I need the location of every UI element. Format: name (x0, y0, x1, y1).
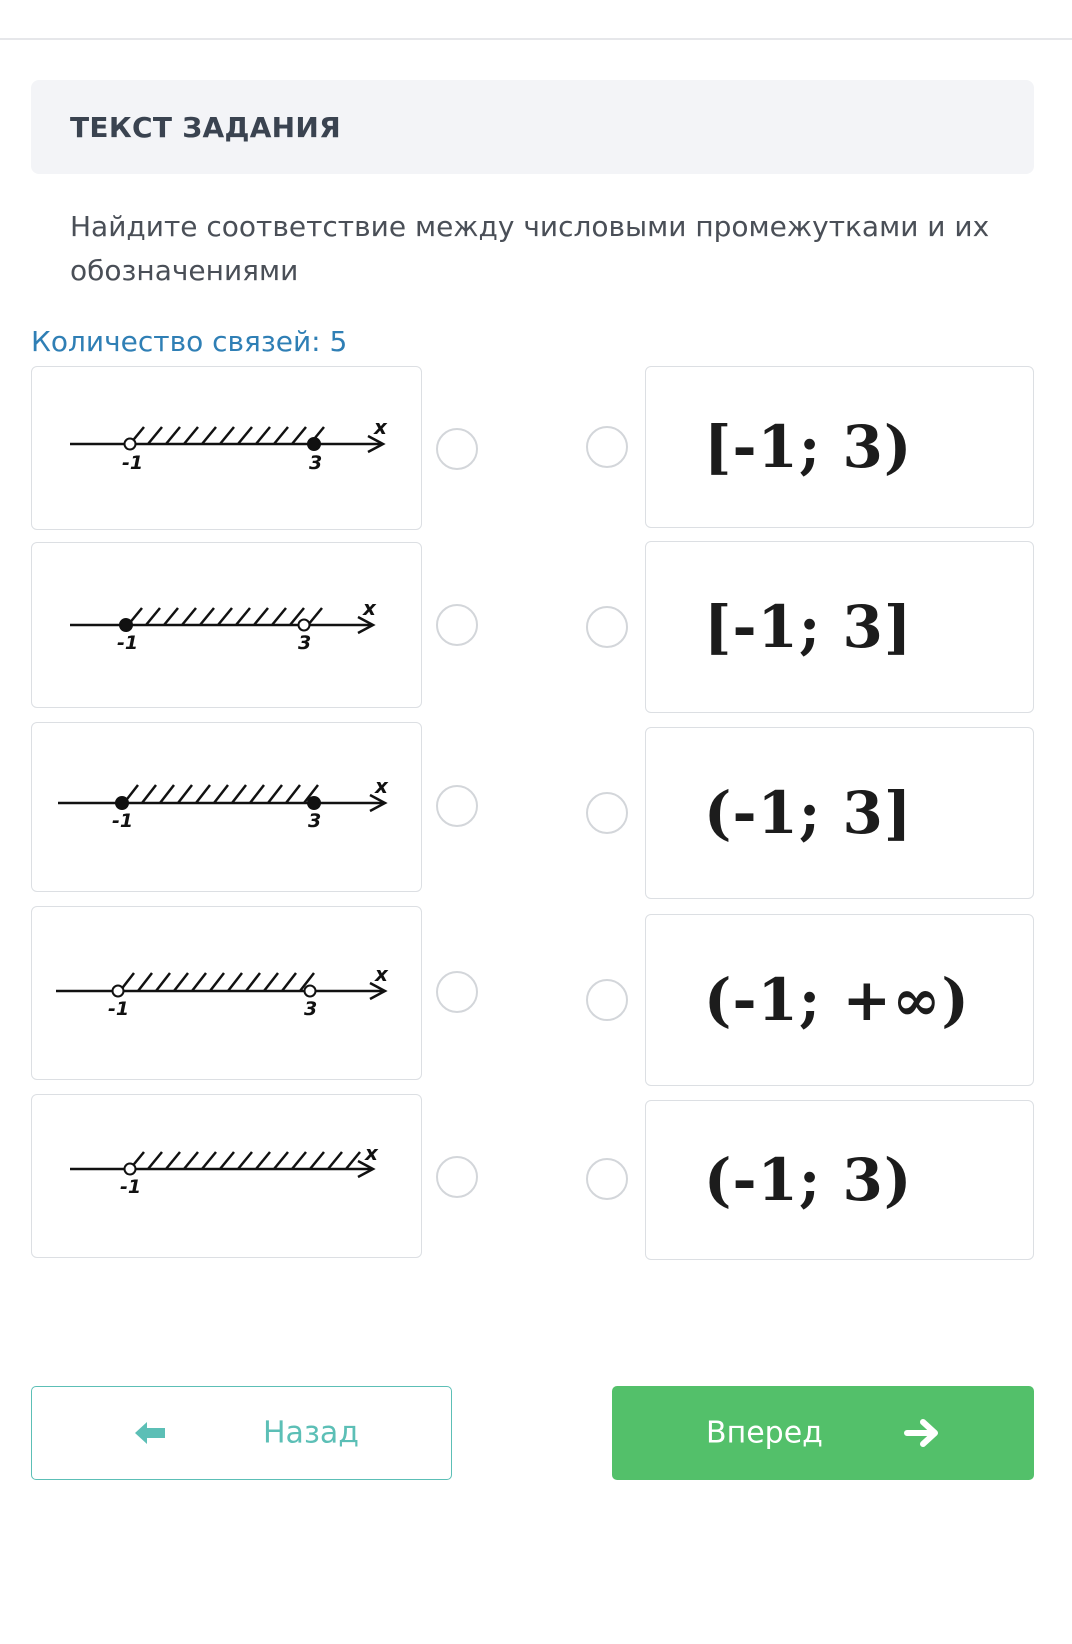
back-button[interactable] (31, 1386, 452, 1480)
number-line-4 (32, 907, 423, 1081)
point-label: -1 (120, 1176, 142, 1198)
hatching (128, 608, 322, 625)
right-radio-2[interactable] (586, 606, 628, 648)
left-card-5[interactable] (31, 1094, 422, 1258)
task-question: Найдите соответствие между числовыми промежутками и их обозначениями (70, 210, 990, 287)
point-open (125, 1164, 136, 1175)
next-button[interactable] (612, 1386, 1034, 1480)
axis-x-label: x (375, 962, 388, 986)
right-radio-4[interactable] (586, 979, 628, 1021)
left-card-1[interactable] (31, 366, 422, 530)
point-open (299, 620, 310, 631)
right-radio-1[interactable] (586, 426, 628, 468)
left-card-2[interactable] (31, 542, 422, 708)
left-radio-3[interactable] (436, 785, 478, 827)
back-button-label: Назад (263, 1415, 360, 1451)
links-count: Количество связей: 5 (31, 325, 348, 358)
left-radio-2[interactable] (436, 604, 478, 646)
left-card-3[interactable] (31, 722, 422, 892)
hatching (124, 785, 318, 803)
axis-x-label: x (363, 596, 376, 620)
interval-label: (-1; +∞) (704, 966, 970, 1034)
point-label: -1 (108, 998, 130, 1020)
right-card-5[interactable] (645, 1100, 1034, 1260)
point-label: 3 (304, 998, 318, 1020)
left-radio-1[interactable] (436, 428, 478, 470)
point-filled (116, 797, 128, 809)
hatching (120, 973, 314, 991)
task-header-title: ТЕКСТ ЗАДАНИЯ (70, 110, 342, 144)
point-open (125, 439, 136, 450)
interval-label: [-1; 3] (704, 593, 913, 661)
arrow-right-icon (904, 1419, 938, 1447)
point-filled (120, 619, 132, 631)
task-header (31, 80, 1034, 174)
axis-x-label: x (375, 774, 388, 798)
right-card-4[interactable] (645, 914, 1034, 1086)
interval-label: (-1; 3] (704, 779, 913, 847)
right-card-3[interactable] (645, 727, 1034, 899)
interval-label: (-1; 3) (704, 1146, 913, 1214)
left-radio-4[interactable] (436, 971, 478, 1013)
number-line-5 (32, 1095, 423, 1259)
hatching (130, 1152, 360, 1169)
point-open (113, 986, 124, 997)
interval-label: [-1; 3) (704, 413, 913, 481)
next-button-label: Вперед (706, 1415, 823, 1451)
right-radio-5[interactable] (586, 1158, 628, 1200)
point-label: 3 (298, 632, 312, 654)
point-filled (308, 438, 320, 450)
point-filled (308, 797, 320, 809)
top-divider (0, 38, 1072, 40)
axis-x-label: x (365, 1141, 378, 1165)
hatching (130, 427, 324, 444)
right-card-2[interactable] (645, 541, 1034, 713)
number-line-3 (32, 723, 423, 893)
point-label: 3 (309, 452, 323, 474)
arrow-left-icon (133, 1420, 167, 1446)
point-open (305, 986, 316, 997)
point-label: 3 (308, 810, 322, 832)
point-label: -1 (117, 632, 139, 654)
left-radio-5[interactable] (436, 1156, 478, 1198)
number-line-2 (32, 543, 423, 709)
right-card-1[interactable] (645, 366, 1034, 528)
number-line-1 (32, 367, 423, 531)
right-radio-3[interactable] (586, 792, 628, 834)
point-label: -1 (112, 810, 134, 832)
point-label: -1 (122, 452, 144, 474)
left-card-4[interactable] (31, 906, 422, 1080)
axis-x-label: x (374, 415, 387, 439)
